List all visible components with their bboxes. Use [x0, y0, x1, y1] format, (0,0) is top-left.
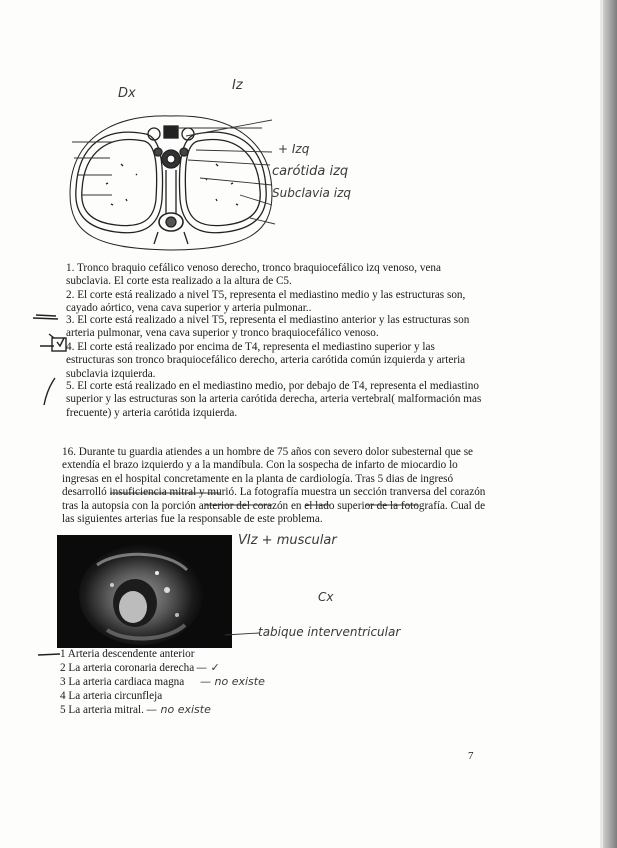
answer-item-2: 2. El corte está realizado a nivel T5, representa el mediastino medio y las estructuras son, cayado aórtico, vena cava superior y arteria pulmonar.. — [66, 289, 466, 315]
handwritten-option-3-note: — no existe — [200, 675, 265, 688]
option-4: 4 La arteria circunfleja — [60, 690, 163, 702]
handwritten-dx: Dx — [118, 86, 136, 101]
question-underlines — [0, 480, 617, 520]
option-1-mark — [36, 649, 62, 661]
page-number: 7 — [468, 750, 474, 762]
handwritten-iz: Iz — [232, 78, 243, 93]
handwritten-option-2-note: — ✓ — [196, 661, 220, 674]
answer-item-4: 4. El corte está realizado por encima de T4, representa el mediastino superior y las estructuras son tronco braquiocefálico derecho, arteria carótida común izquierda y arteria subclavia izquierda. — [66, 341, 466, 380]
handwritten-option-5-note: — no existe — [146, 703, 211, 716]
option-3: 3 La arteria cardiaca magna — [60, 676, 185, 688]
answer-item-1: 1. Tronco braquio cefálico venoso derecho, tronco braquiocefálico izq venoso, vena subclavia. El corte esta realizado a la altura de C5. — [66, 262, 441, 288]
handwritten-cx: Cx — [318, 590, 334, 604]
option-2: 2 La arteria coronaria derecha — [60, 662, 195, 674]
answer-item-3: 3. El corte está realizado a nivel T5, representa el mediastino anterior y las estructuras son arteria pulmonar, vena cava superior y tronco braquiocefálico venoso. — [66, 314, 470, 340]
heart-cross-section-photo — [57, 535, 232, 648]
handwritten-label-izq: + Izq — [278, 142, 310, 156]
label-leader-lines — [0, 0, 617, 260]
answer-item-5: 5. El corte está realizado en el mediastino medio, por debajo de T4, representa el mediastino superior y las estructuras son la arteria carótida derecha, arteria vertebral( malformación mas frecuente) y arteria carótida izquierda. — [66, 380, 482, 419]
handwritten-viz-note: VIz + muscular — [238, 533, 337, 548]
question-16-text: 16. Durante tu guardia atiendes a un hombre de 75 años con severo dolor subesternal que se extendía el brazo izquierdo y a la mandíbula. Con la sospecha de infarto de miocardio lo ingresas en el hospital concretamente en la planta de cardiología. Tras 5 dias de ingresó desarrolló insuficiencia mitral y murió. La fotografía muestra un sección tranversa del corazón tras la autopsia con la porción anterior del corazón en el lado superior de la fotografía. Cual de las siguientes arterias fue la responsable de este problema. — [62, 446, 486, 526]
option-5: 5 La arteria mitral. — [60, 704, 144, 716]
margin-marks — [0, 300, 70, 410]
handwritten-tabique: tabique interventricular — [258, 625, 401, 639]
handwritten-label-carotida: carótida izq — [272, 164, 349, 179]
option-1: 1 Arteria descendente anterior — [60, 648, 195, 660]
handwritten-label-subclavia: Subclavia izq — [272, 186, 351, 200]
